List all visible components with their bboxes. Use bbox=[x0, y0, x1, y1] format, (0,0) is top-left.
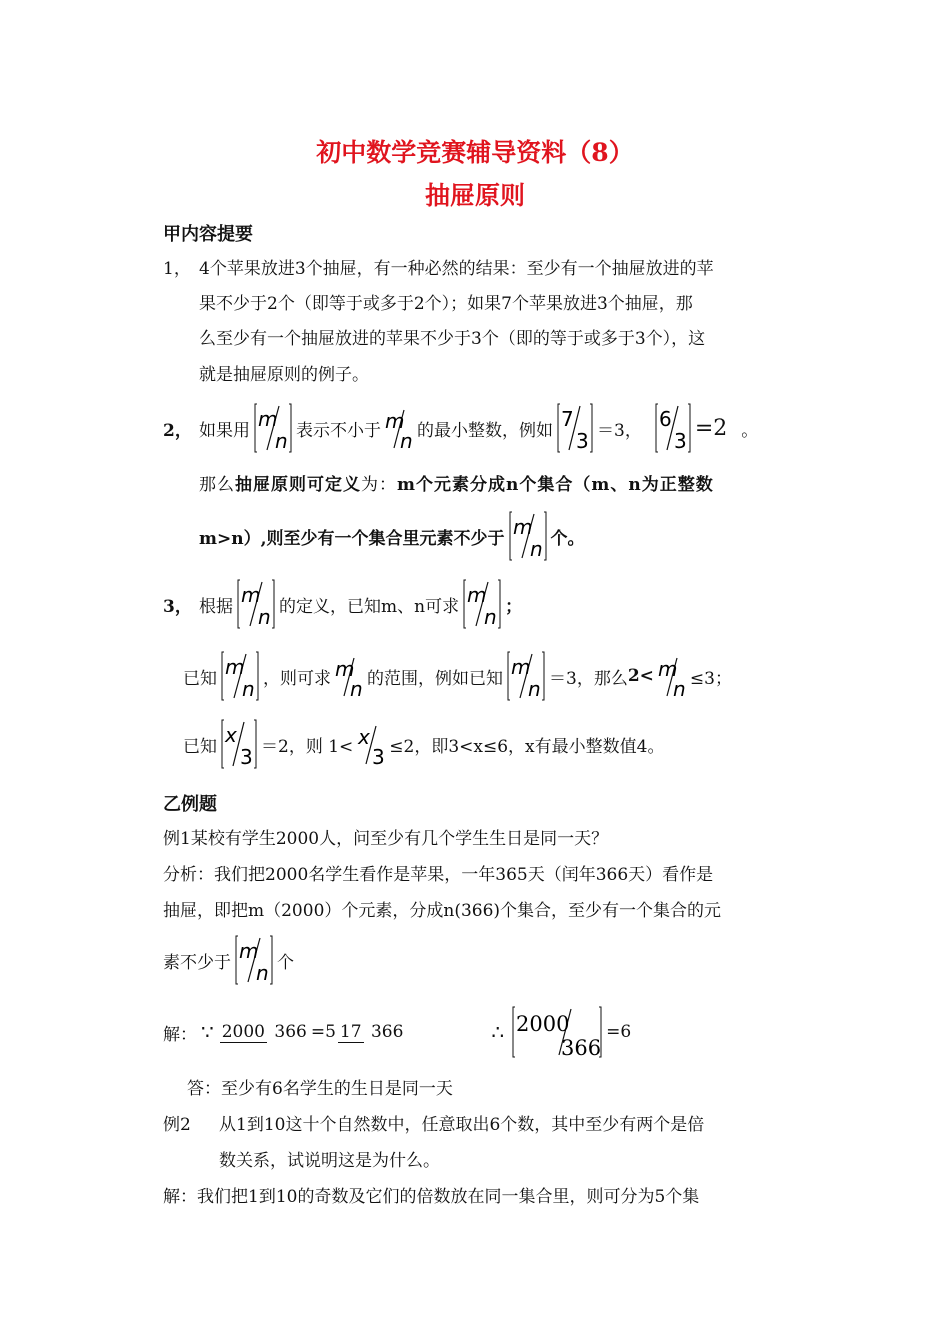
fraction-numerator: 2000 bbox=[221, 1022, 265, 1042]
item2-line3 bbox=[199, 510, 585, 562]
because-symbol: ∵ bbox=[201, 1020, 214, 1044]
item2-l2b: 抽屉原则可定义 bbox=[235, 474, 361, 495]
x-letter: x bbox=[225, 723, 237, 747]
item2-l3b: 个。 bbox=[550, 528, 585, 549]
fraction-2000-over-366 bbox=[220, 1022, 309, 1042]
item3-l2f: ≤3； bbox=[689, 668, 732, 689]
document-title: 初中数学竞赛辅导资料（8） bbox=[316, 138, 634, 167]
item3-l3c: ≤2，即3<x≤6，x有最小整数值4。 bbox=[389, 736, 665, 757]
ex1-a3b: 个 bbox=[277, 952, 294, 973]
fraction-m-over-n bbox=[334, 650, 364, 702]
item2-l3a: m>n）,则至少有一个集合里元素不少于 bbox=[199, 528, 505, 549]
ex1-a3a: 素不少于 bbox=[163, 952, 231, 973]
item1-line4: 就是抽屉原则的例子。 bbox=[199, 365, 369, 385]
n-letter: n bbox=[256, 961, 269, 985]
item2-line1 bbox=[163, 402, 758, 454]
ex2-denominator: 3 bbox=[673, 429, 687, 453]
example2-question-line1: 从1到10这十个自然数中，任意取出6个数，其中至少有两个是倍 bbox=[219, 1115, 705, 1135]
fraction-numerator: 17 bbox=[339, 1022, 362, 1042]
n-letter: n bbox=[275, 429, 288, 453]
example2-label: 例2 bbox=[163, 1115, 191, 1135]
m-letter: m bbox=[657, 657, 678, 681]
n-letter: n bbox=[350, 677, 363, 701]
ceiling-m-over-n bbox=[508, 510, 548, 562]
fraction-denominator: 366 bbox=[274, 1022, 307, 1042]
item1-number: 1， bbox=[163, 259, 191, 279]
solution-label: 解： bbox=[163, 1024, 197, 1045]
item2-text6: 。 bbox=[741, 420, 759, 441]
ceiling-x-over-3 bbox=[220, 718, 258, 770]
item3-l2e: 2< bbox=[627, 666, 654, 686]
example1-solution bbox=[163, 1005, 631, 1059]
section-heading-b: 乙例题 bbox=[163, 794, 217, 815]
ceiling-m-over-n bbox=[462, 578, 502, 630]
ceil-numerator: 2000 bbox=[516, 1012, 570, 1036]
item3-number: 3， bbox=[163, 596, 192, 617]
fraction-m-over-n bbox=[384, 402, 414, 454]
m-letter: m bbox=[225, 655, 245, 679]
m-letter: m bbox=[258, 407, 278, 431]
item2-text2: 表示不小于 bbox=[296, 420, 381, 441]
ceiling-m-over-n bbox=[234, 934, 274, 986]
item2-text1: 如果用 bbox=[199, 420, 250, 441]
example2-question-line2: 数关系，试说明这是为什么。 bbox=[219, 1151, 440, 1171]
item2-number: 2， bbox=[163, 420, 192, 441]
m-letter: m bbox=[512, 515, 532, 539]
fraction-17-over-366 bbox=[338, 1022, 406, 1042]
item3-l2c: 的范围，例如已知 bbox=[367, 668, 503, 689]
example1-analysis-line3 bbox=[163, 934, 294, 986]
item3-l2d: ＝3，那么 bbox=[549, 668, 628, 689]
n-letter: n bbox=[672, 677, 686, 701]
ceiling-m-over-n bbox=[506, 650, 546, 702]
item3-l1c: ； bbox=[505, 596, 523, 617]
fraction-denominator: 366 bbox=[370, 1022, 404, 1042]
n-letter: n bbox=[258, 605, 271, 629]
m-letter: m bbox=[385, 409, 405, 433]
item3-l2a: 已知 bbox=[183, 668, 217, 689]
example2-solution: 解：我们把1到10的奇数及它们的倍数放在同一集合里，则可分为5个集 bbox=[163, 1187, 700, 1207]
item3-l3b: ＝2，则 1< bbox=[261, 736, 354, 757]
item3-line3 bbox=[183, 718, 664, 770]
item3-l3a: 已知 bbox=[183, 736, 217, 757]
n-letter: n bbox=[400, 429, 413, 453]
ex2-numerator: 6 bbox=[658, 407, 672, 431]
m-letter: m bbox=[467, 583, 487, 607]
item1-line3: 么至少有一个抽屉放进的苹果不少于3个（即的等于或多于3个），这 bbox=[199, 329, 706, 349]
n-letter: n bbox=[242, 677, 255, 701]
ceiling-m-over-n bbox=[236, 578, 276, 630]
example1-question: 例1某校有学生2000人，问至少有几个学生生日是同一天？ bbox=[163, 829, 609, 849]
m-letter: m bbox=[239, 939, 259, 963]
fraction-m-over-n bbox=[657, 650, 687, 702]
n-letter: n bbox=[484, 605, 497, 629]
n-letter: n bbox=[528, 677, 541, 701]
m-letter: m bbox=[511, 655, 531, 679]
equals-five: =5 bbox=[310, 1022, 336, 1042]
n-letter: n bbox=[529, 537, 543, 561]
section-heading-a: 甲内容提要 bbox=[163, 224, 253, 245]
therefore-symbol: ∴ bbox=[491, 1020, 505, 1044]
fraction-x-over-3 bbox=[356, 718, 386, 770]
m-letter: m bbox=[241, 583, 261, 607]
item3-line2 bbox=[183, 650, 732, 702]
ex1-numerator: 7 bbox=[561, 407, 574, 431]
example1-analysis-line1: 分析：我们把2000名学生看作是苹果，一年365天（闰年366天）看作是 bbox=[163, 865, 714, 885]
ex1-denominator: 3 bbox=[576, 429, 589, 453]
example1-analysis-line2: 抽屉，即把m（2000）个元素，分成n(366)个集合，至少有一个集合的元 bbox=[163, 901, 722, 921]
item2-text5: =2 bbox=[694, 415, 728, 441]
item3-l1b: 的定义，已知m、n可求 bbox=[279, 596, 460, 617]
ceiling-2000-over-366 bbox=[511, 1005, 603, 1059]
item3-l2b: ，则可求 bbox=[263, 668, 331, 689]
ceiling-7-over-3 bbox=[556, 402, 594, 454]
item2-text3: 的最小整数，例如 bbox=[417, 420, 553, 441]
x-letter: x bbox=[358, 725, 371, 749]
item2-l2d: m个元素分成n个集合（m、n为正整数 bbox=[397, 474, 714, 495]
item2-line2 bbox=[199, 468, 714, 496]
document-subtitle: 抽屉原则 bbox=[424, 181, 525, 210]
example1-answer: 答：至少有6名学生的生日是同一天 bbox=[187, 1079, 453, 1099]
ceiling-m-over-n bbox=[253, 402, 293, 454]
three-digit: 3 bbox=[372, 745, 386, 769]
item3-l1a: 根据 bbox=[199, 596, 233, 617]
item2-l2a: 那么 bbox=[199, 474, 235, 495]
ceil-denominator: 366 bbox=[561, 1036, 602, 1059]
item2-l2c: 为： bbox=[361, 474, 397, 495]
ceiling-6-over-3 bbox=[654, 402, 692, 454]
m-letter: m bbox=[335, 657, 355, 681]
ceiling-m-over-n bbox=[220, 650, 260, 702]
three-digit: 3 bbox=[240, 745, 253, 769]
item1-line2: 果不少于2个（即等于或多于2个）；如果7个苹果放进3个抽屉，那 bbox=[199, 294, 693, 314]
item2-text4: ＝3， bbox=[597, 420, 642, 441]
item3-line1 bbox=[163, 578, 522, 630]
equals-six: =6 bbox=[606, 1022, 632, 1042]
item1-line1: 4个苹果放进3个抽屉，有一种必然的结果：至少有一个抽屉放进的苹 bbox=[199, 259, 714, 279]
